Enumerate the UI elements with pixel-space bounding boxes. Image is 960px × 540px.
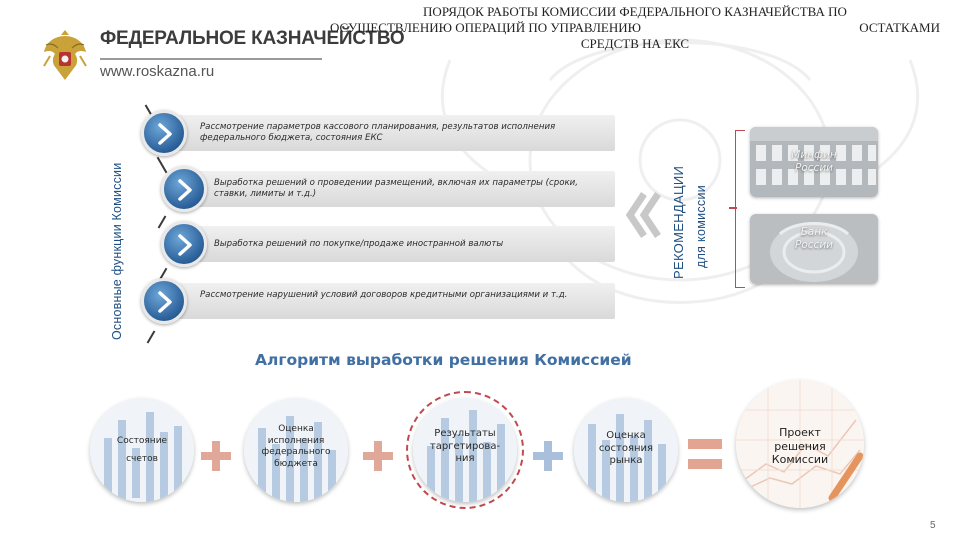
- organization-name: ФЕДЕРАЛЬНОЕ КАЗНАЧЕЙСТВО: [100, 28, 405, 49]
- step-3-line1: Результаты: [434, 428, 496, 439]
- function-text-1: Рассмотрение параметров кассового планирования, результатов исполнения федерального бюджета, состояния ЕКС: [200, 122, 556, 143]
- step-1-line2: счетов: [126, 453, 158, 464]
- bank-of-russia-card: [750, 214, 878, 284]
- step-2-line2: исполнения: [267, 435, 325, 446]
- chevron-right-icon: [175, 234, 195, 256]
- step-2-text: [244, 424, 348, 470]
- minfin-label: [750, 149, 878, 175]
- organization-website: www.roskazna.ru: [100, 63, 215, 80]
- function-chevron-4: [141, 278, 187, 324]
- recommendations-bracket: [735, 130, 745, 288]
- plus-sign-2: [363, 441, 393, 471]
- recommendations-sub-label: для комиссии: [694, 184, 708, 268]
- connector-line: [158, 215, 167, 228]
- bank-of-russia-label: [750, 226, 878, 252]
- title-line-1: ПОРЯДОК РАБОТЫ КОМИССИИ ФЕДЕРАЛЬНОГО КАЗНАЧЕЙСТВА ПО: [423, 4, 847, 19]
- function-chevron-1: [141, 110, 187, 156]
- bank-of-russia-label-line2: России: [795, 239, 833, 251]
- minfin-card: [750, 127, 878, 197]
- title-line-2: [330, 20, 940, 36]
- algorithm-result: [736, 380, 864, 508]
- step-4-text: [574, 430, 678, 468]
- function-text-2: Выработка решений о проведении размещений, включая их параметры (сроки, ставки, лимиты и т.д.): [214, 178, 578, 199]
- function-chevron-3: [161, 221, 207, 267]
- emblem-icon: [40, 26, 90, 84]
- organization-underline: [100, 58, 322, 60]
- step-3-text: [413, 428, 517, 466]
- step-2-line4: бюджета: [274, 458, 318, 469]
- algorithm-step-2: [244, 398, 348, 502]
- algorithm-step-1: [90, 398, 194, 502]
- function-text-3: Выработка решений по покупке/продаже иностранной валюты: [214, 239, 504, 249]
- result-line1: Проект: [779, 426, 821, 439]
- result-line2: решения: [774, 439, 826, 453]
- step-4-line3: рынка: [609, 455, 643, 466]
- algorithm-title: Алгоритм выработки решения Комиссией: [255, 351, 632, 369]
- title-line-3: СРЕДСТВ НА ЕКС: [580, 36, 690, 51]
- equals-sign: [688, 437, 722, 471]
- minfin-label-line1: Минфин: [791, 149, 837, 161]
- title-line-2-left: ОСУЩЕСТВЛЕНИЮ ОПЕРАЦИЙ ПО УПРАВЛЕНИЮ: [330, 20, 641, 35]
- function-bar-4: [165, 283, 615, 319]
- title-line-2-right: ОСТАТКАМИ: [859, 20, 940, 35]
- plus-sign-3: [533, 441, 563, 471]
- result-text: [736, 426, 864, 467]
- bracket-tick: [729, 207, 737, 209]
- step-1-line1: Состояние: [116, 436, 168, 446]
- double-chevron-left-icon: [624, 190, 664, 240]
- algorithm-step-3: [413, 398, 517, 502]
- functions-vertical-label: Основные функции Комиссии: [110, 162, 124, 340]
- step-1-text: [90, 436, 194, 465]
- function-text-4: Рассмотрение нарушений условий договоров кредитными организациями и т.д.: [200, 290, 568, 300]
- bank-of-russia-label-line1: Банк: [800, 226, 828, 238]
- algorithm-step-4: [574, 398, 678, 502]
- step-2-line1: Оценка: [278, 424, 314, 434]
- slide-title: [330, 4, 940, 52]
- step-4-line2: состояния: [598, 442, 654, 454]
- result-line3: Комиссии: [771, 453, 829, 466]
- page-number: 5: [930, 520, 936, 531]
- function-chevron-2: [161, 166, 207, 212]
- step-2-line3: федерального: [261, 447, 331, 457]
- step-4-line1: Оценка: [606, 430, 646, 441]
- minfin-label-line2: России: [795, 162, 833, 174]
- chevron-right-icon: [155, 123, 175, 145]
- connector-line: [157, 157, 168, 174]
- plus-sign-1: [201, 441, 231, 471]
- chevron-right-icon: [175, 179, 195, 201]
- step-3-line2: таргетирова-: [429, 440, 501, 452]
- step-3-line3: ния: [455, 453, 475, 464]
- connector-line: [147, 330, 156, 343]
- chevron-right-icon: [155, 291, 175, 313]
- recommendations-label: РЕКОМЕНДАЦИИ: [671, 165, 686, 279]
